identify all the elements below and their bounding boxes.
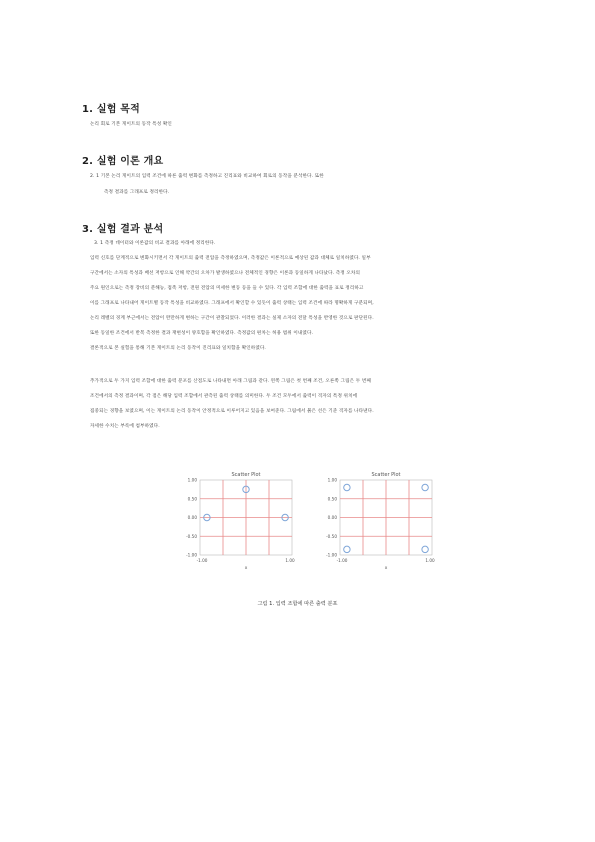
y-tick-label: 0.00 — [187, 515, 197, 521]
plot-title: Scatter Plot — [231, 472, 261, 478]
section-2-line: 측정 결과를 그래프로 정리한다. — [104, 190, 170, 195]
scatter-plot-1 — [186, 472, 295, 571]
x-tick-label: -1.00 — [196, 558, 208, 563]
section-heading-2: 2. 실험 이론 개요 — [82, 156, 164, 167]
section-heading-3: 3. 실험 결과 분석 — [82, 224, 164, 235]
scatter-plot-2 — [326, 472, 435, 571]
y-tick-label: -1.00 — [326, 552, 337, 558]
y-tick-label: 1.00 — [327, 477, 337, 483]
section-3-line: 구간에서는 소자의 특성과 배선 저항으로 인해 약간의 오차가 발생하였으나 전체적인 경향은 이론과 동일하게 나타났다. 측정 오차의 — [90, 271, 360, 276]
y-tick-label: 1.00 — [187, 477, 197, 483]
x-axis-label: x — [384, 566, 388, 571]
section-heading-1: 1. 실험 목적 — [82, 104, 140, 115]
y-tick-label: -0.50 — [186, 533, 197, 539]
section-3-line: 또한 동일한 조건에서 반복 측정한 결과 재현성이 양호함을 확인하였다. 측정값의 편차는 허용 범위 이내였다. — [90, 331, 314, 336]
paragraph-line: 추가적으로 두 가지 입력 조합에 대한 출력 분포를 산점도로 나타내면 아래 그림과 같다. 왼쪽 그림은 첫 번째 조건, 오른쪽 그림은 두 번째 — [90, 379, 371, 384]
section-3-line: 주요 원인으로는 측정 장비의 분해능, 접촉 저항, 전원 전압의 미세한 변동 등을 들 수 있다. 각 입력 조합에 대한 출력을 표로 정리하고 — [90, 286, 364, 291]
section-3-line: 이를 그래프로 나타내어 게이트별 동작 특성을 비교하였다. 그래프에서 확인할 수 있듯이 출력 상태는 입력 조건에 따라 명확하게 구분되며, — [90, 301, 374, 306]
section-2-line: 2. 1 기본 논리 게이트의 입력 조건에 따른 출력 변화를 측정하고 진리표와 비교하여 회로의 동작을 분석한다. 또한 — [90, 174, 324, 179]
plot-title: Scatter Plot — [371, 472, 401, 478]
x-tick-label: 1.00 — [285, 558, 295, 563]
section-3-line: 입력 신호를 단계적으로 변화시키면서 각 게이트의 출력 전압을 측정하였으며, 측정값은 이론적으로 예상된 값과 대체로 일치하였다. 일부 — [90, 256, 371, 261]
x-tick-label: 1.00 — [425, 558, 435, 563]
scatter-plots-figure — [170, 464, 440, 579]
x-tick-label: -1.00 — [336, 558, 348, 563]
paragraph-line: 집중되는 경향을 보였으며, 이는 게이트의 논리 동작이 안정적으로 이루어지고 있음을 보여준다. 그림에서 붉은 선은 기준 격자를 나타낸다. — [90, 409, 374, 414]
figure-caption: 그림 1. 입력 조합에 따른 출력 분포 — [257, 601, 338, 607]
y-tick-label: 0.00 — [327, 515, 337, 521]
section-1-line: 논리 회로 기본 게이트의 동작 특성 확인 — [90, 122, 172, 127]
y-tick-label: -1.00 — [186, 552, 197, 558]
x-axis-label: x — [244, 566, 248, 571]
y-tick-label: 0.50 — [327, 496, 337, 502]
paragraph-line: 자세한 수치는 부록에 첨부하였다. — [90, 424, 160, 429]
y-tick-label: 0.50 — [187, 496, 197, 502]
paragraph-line: 조건에서의 측정 결과이며, 각 점은 해당 입력 조합에서 관측된 출력 상태를 의미한다. 두 조건 모두에서 출력이 격자의 특정 위치에 — [90, 394, 358, 399]
section-3-line: 논리 레벨의 경계 부근에서는 전압이 완만하게 변하는 구간이 관찰되었다. 이러한 결과는 실제 소자의 전달 특성을 반영한 것으로 판단된다. — [90, 316, 374, 321]
y-tick-label: -0.50 — [326, 533, 337, 539]
section-3-line: 결론적으로 본 실험을 통해 기본 게이트의 논리 동작이 진리표와 일치함을 확인하였다. — [90, 346, 266, 351]
section-3-subline: 3. 1 측정 데이터와 이론값의 비교 결과를 아래에 정리한다. — [94, 241, 216, 246]
